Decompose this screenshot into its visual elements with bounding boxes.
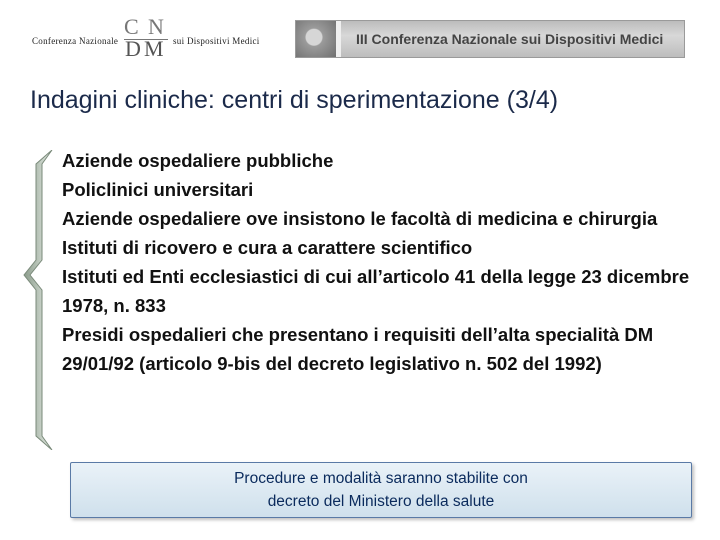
- logo-text-right: sui Dispositivi Medici: [173, 36, 260, 46]
- list-item: Aziende ospedaliere pubbliche: [62, 150, 334, 171]
- banner-title: III Conferenza Nazionale sui Dispositivi Medici: [356, 31, 664, 47]
- note-line-1: Procedure e modalità saranno stabilite con: [234, 470, 528, 487]
- banner-divider: [336, 21, 341, 57]
- logo-letter-d: D: [125, 36, 141, 61]
- conference-logo: [32, 14, 262, 64]
- conference-banner: [295, 20, 685, 58]
- slide-title: Indagini cliniche: centri di sperimentazione (3/4): [30, 86, 559, 114]
- logo-letter-n: N: [148, 14, 164, 39]
- note-line-2: decreto del Ministero della salute: [267, 493, 495, 510]
- portrait-photo-icon: [296, 21, 336, 57]
- list-item: Policlinici universitari: [62, 179, 254, 200]
- list-item: Presidi ospedalieri che presentano i requisiti dell’alta specialità DM 29/01/92 (articolo 9-bis del decreto legislativo n. 502 del 1992): [62, 324, 654, 374]
- logo-text-left: Conferenza Nazionale: [32, 36, 119, 46]
- cndm-monogram: [124, 16, 168, 62]
- bracket-decoration-icon: [22, 150, 62, 450]
- list-item: Istituti ed Enti ecclesiastici di cui all’articolo 41 della legge 23 dicembre 1978, n. 833: [62, 266, 690, 316]
- logo-letter-m: M: [144, 36, 164, 61]
- logo-letter-c: C: [124, 14, 139, 39]
- centers-list: [62, 146, 702, 378]
- list-item: Aziende ospedaliere ove insistono le facoltà di medicina e chirurgia: [62, 208, 658, 229]
- note-box: [70, 462, 692, 518]
- list-item: Istituti di ricovero e cura a carattere scientifico: [62, 237, 473, 258]
